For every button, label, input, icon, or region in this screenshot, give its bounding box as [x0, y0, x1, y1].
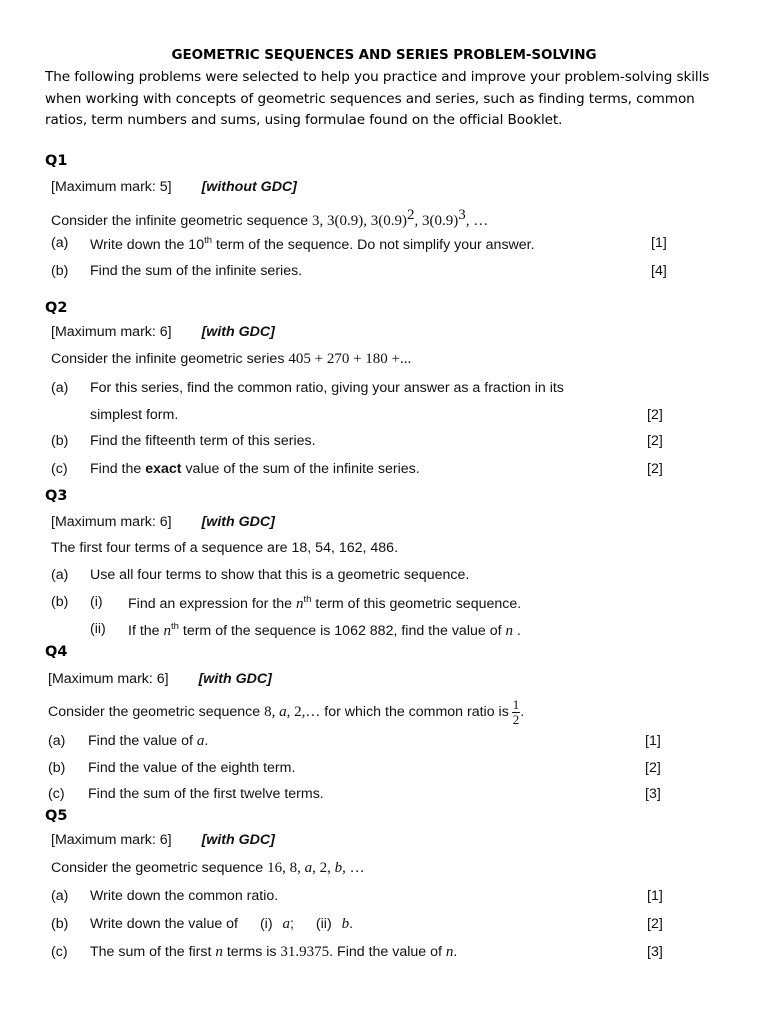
intro-paragraph: The following problems were selected to help you practice and improve your problem-solving skills when working with concepts of geometric sequences and series, such as finding terms, common ratios, term numbers and sums, using formulae found on the official Booklet.: [45, 69, 710, 128]
part-text: .: [349, 916, 354, 932]
stem-text: Consider the infinite geometric sequence: [51, 213, 313, 229]
question-1b-text: Find the sum of the infinite series.: [90, 263, 303, 279]
variable-a: a: [279, 704, 287, 720]
max-mark-text: [Maximum mark: 5]: [51, 179, 172, 195]
part-label: (c): [51, 461, 68, 477]
part-text: term of the sequence is 1062 882, find the value of: [178, 623, 506, 639]
subpart-label: (ii): [315, 916, 332, 932]
question-4c-text: Find the sum of the first twelve terms.: [88, 786, 324, 802]
variable-n: n: [505, 623, 513, 639]
part-text: ;: [290, 916, 294, 932]
gdc-note: [with GDC]: [201, 324, 275, 340]
variable-a: a: [196, 733, 205, 749]
question-5a-text: Write down the common ratio.: [90, 888, 279, 904]
part-text: term of this geometric sequence.: [311, 596, 522, 612]
question-2-max-mark: [51, 324, 275, 340]
question-4-heading: Q4: [45, 644, 68, 660]
part-text: If the: [128, 623, 164, 639]
stem-math: , …: [342, 860, 365, 876]
question-1-stem: [51, 207, 488, 230]
gdc-note: [with GDC]: [201, 514, 275, 530]
part-text: Find the value of: [88, 733, 197, 749]
variable-n: n: [295, 596, 304, 612]
stem-text: for which the common ratio is: [320, 704, 509, 720]
ordinal-suffix: th: [303, 594, 312, 605]
question-2b-text: Find the fifteenth term of this series.: [90, 433, 316, 449]
question-5-max-mark: [51, 832, 275, 848]
question-2-heading: Q2: [45, 300, 68, 316]
part-text: Find the: [90, 461, 146, 477]
page-title: GEOMETRIC SEQUENCES AND SERIES PROBLEM-SOLVING: [171, 47, 597, 63]
stem-math: 8,: [264, 704, 280, 720]
mark-allocation: [1]: [647, 888, 663, 904]
gdc-note: [without GDC]: [201, 179, 297, 195]
subpart-label: (i): [90, 594, 103, 610]
question-4-stem: [48, 692, 524, 732]
variable-n: n: [215, 944, 223, 960]
exponent: 2: [407, 207, 415, 223]
variable-a: a: [304, 860, 313, 876]
part-text: The sum of the first: [90, 944, 216, 960]
question-1-max-mark: [51, 179, 297, 195]
part-text: term of the sequence. Do not simplify your answer.: [212, 237, 535, 253]
part-label: (b): [51, 263, 69, 279]
part-label: (c): [51, 944, 68, 960]
stem-math: 3, 3(0.9), 3(0.9): [312, 213, 408, 229]
part-label: (b): [51, 433, 69, 449]
mark-allocation: [3]: [647, 944, 663, 960]
question-3-heading: Q3: [45, 488, 68, 504]
stem-math: , 3(0.9): [414, 213, 459, 229]
part-text: .: [512, 623, 521, 639]
question-3bi-text: [128, 594, 521, 613]
question-5b-text: [90, 916, 353, 933]
part-label: (b): [51, 916, 69, 932]
part-label: (b): [51, 594, 69, 610]
part-text: Find an expression for the: [128, 596, 296, 612]
variable-b: b: [341, 916, 350, 932]
stem-text: Consider the infinite geometric series: [51, 351, 289, 367]
part-text: .: [453, 944, 458, 960]
mark-allocation: [3]: [645, 786, 661, 802]
part-text: value of the sum of the infinite series.: [181, 461, 420, 477]
part-label: (a): [51, 380, 69, 396]
question-4a-text: [88, 733, 208, 750]
stem-math: , …: [465, 213, 489, 229]
stem-math: , 2,…: [286, 704, 321, 720]
stem-text: Consider the geometric sequence: [48, 704, 265, 720]
mark-allocation: [2]: [647, 433, 663, 449]
fraction-denominator: 2: [512, 711, 520, 727]
part-text: . Find the value of: [329, 944, 446, 960]
mark-allocation: [1]: [651, 235, 667, 251]
question-3-max-mark: [51, 514, 275, 530]
part-label: (a): [51, 235, 69, 251]
exponent: 3: [458, 207, 466, 223]
variable-b: b: [334, 860, 343, 876]
question-2-stem: [51, 351, 411, 368]
part-text: terms is: [222, 944, 281, 960]
question-5-heading: Q5: [45, 808, 68, 824]
gdc-note: [with GDC]: [201, 832, 275, 848]
question-1-heading: Q1: [45, 153, 68, 169]
stem-math: 16, 8,: [267, 860, 305, 876]
sum-value: 31.9375: [280, 944, 330, 960]
part-text: Write down the value of: [90, 916, 238, 932]
max-mark-text: [Maximum mark: 6]: [51, 514, 172, 530]
stem-text: Consider the geometric sequence: [51, 860, 268, 876]
subpart-label: (i): [259, 916, 273, 932]
question-1a-text: [90, 235, 535, 253]
part-label: (a): [48, 733, 66, 749]
variable-n: n: [445, 944, 454, 960]
part-label: (a): [51, 888, 69, 904]
stem-math: 405 + 270 + 180 +...: [288, 351, 412, 367]
question-3a-text: Use all four terms to show that this is a geometric sequence.: [90, 567, 470, 583]
ordinal-suffix: th: [204, 235, 213, 246]
question-2a-text-line1: For this series, find the common ratio, giving your answer as a fraction in its: [90, 380, 564, 396]
gdc-note: [with GDC]: [198, 671, 272, 687]
max-mark-text: [Maximum mark: 6]: [51, 324, 172, 340]
fraction-numerator: 1: [512, 696, 520, 712]
max-mark-text: [Maximum mark: 6]: [51, 832, 172, 848]
mark-allocation: [2]: [647, 916, 663, 932]
emphasis-text: exact: [145, 461, 182, 477]
question-5-stem: [51, 860, 365, 877]
stem-math: , 2,: [312, 860, 335, 876]
part-label: (c): [48, 786, 65, 802]
stem-text: .: [520, 704, 525, 720]
question-3bii-text: [128, 621, 521, 640]
ordinal-suffix: th: [171, 621, 179, 632]
subpart-label: (ii): [90, 621, 106, 637]
question-2a-text-line2: simplest form.: [90, 407, 179, 423]
mark-allocation: [2]: [647, 407, 663, 423]
max-mark-text: [Maximum mark: 6]: [48, 671, 169, 687]
mark-allocation: [2]: [645, 760, 661, 776]
part-label: (b): [48, 760, 66, 776]
mark-allocation: [1]: [645, 733, 661, 749]
variable-n: n: [163, 623, 171, 639]
question-3-stem: The first four terms of a sequence are 18, 54, 162, 486.: [51, 540, 399, 556]
part-label: (a): [51, 567, 69, 583]
question-4b-text: Find the value of the eighth term.: [88, 760, 296, 776]
question-4-max-mark: [48, 671, 272, 687]
part-text: Write down the 10: [90, 237, 205, 253]
mark-allocation: [4]: [651, 263, 667, 279]
question-5c-text: [90, 944, 457, 961]
part-text: .: [204, 733, 209, 749]
question-2c-text: [90, 461, 420, 477]
variable-a: a: [282, 916, 291, 932]
mark-allocation: [2]: [647, 461, 663, 477]
